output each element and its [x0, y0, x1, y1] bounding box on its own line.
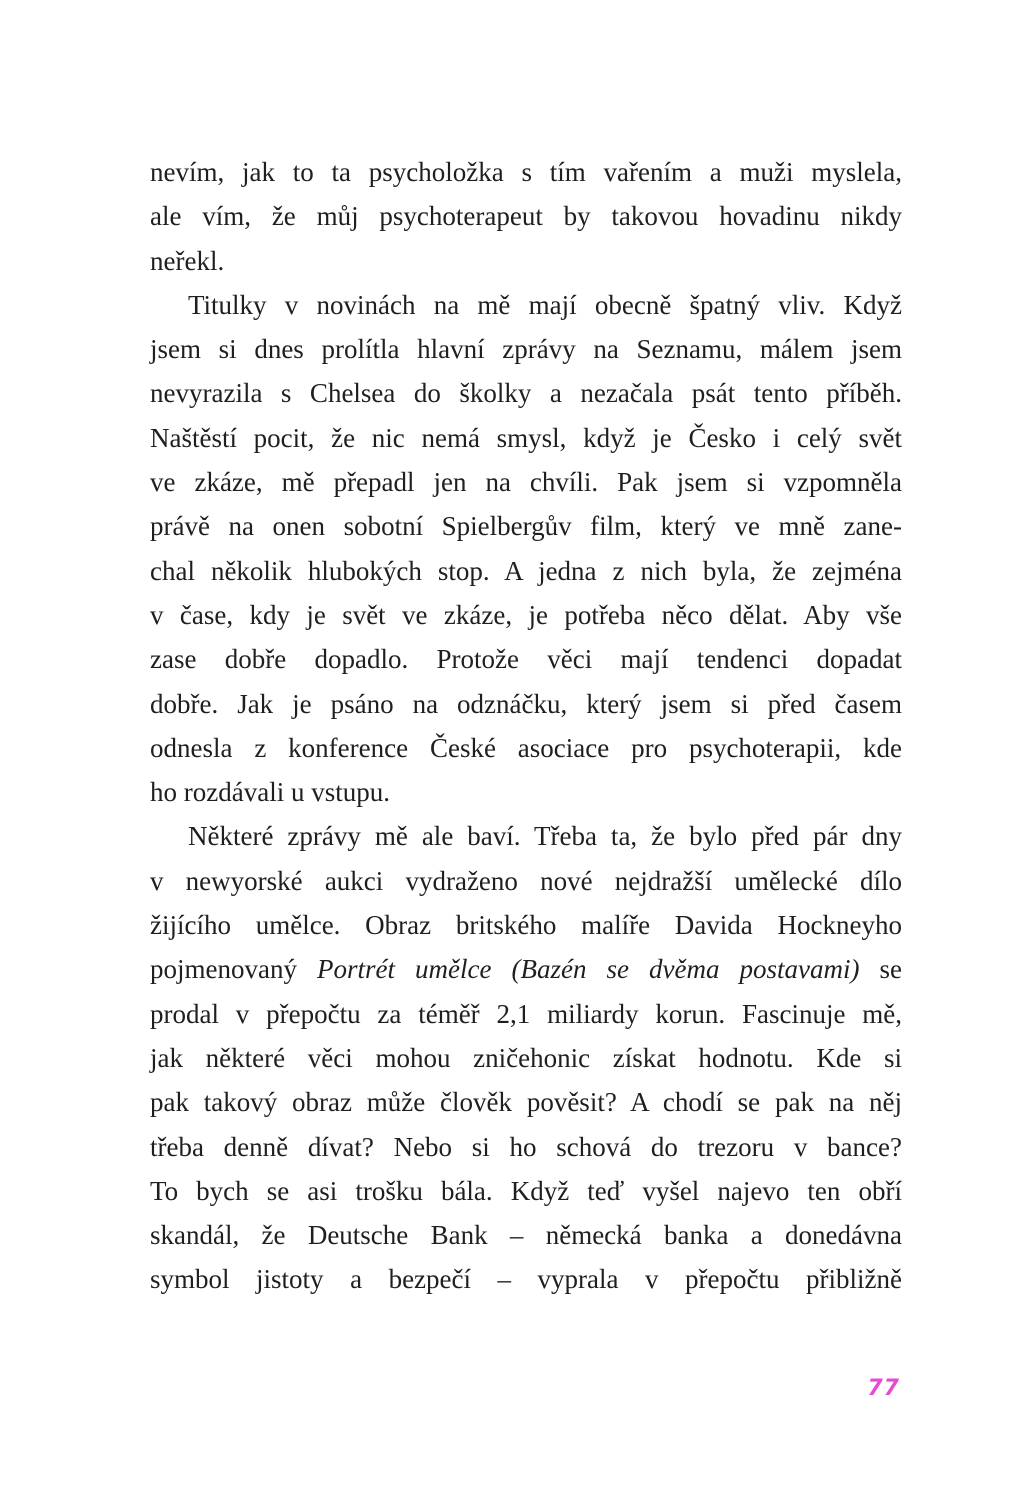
- text-line: neřekl.: [150, 245, 225, 276]
- text-line: ve zkáze, mě přepadl jen na chvíli. Pak jsem si vzpomněla: [150, 467, 902, 498]
- text-line: žijícího umělce. Obraz britského malíře Davida Hockneyho: [150, 910, 902, 941]
- text-line: pak takový obraz může člověk pověsit? A chodí se pak na něj: [150, 1087, 902, 1118]
- text-line: skandál, že Deutsche Bank – německá banka a donedávna: [150, 1220, 902, 1251]
- text-line: Naštěstí pocit, že nic nemá smysl, když je Česko i celý svět: [150, 422, 902, 453]
- text-segment: se: [859, 954, 902, 985]
- text-line: dobře. Jak je psáno na odznáčku, který jsem si před časem: [150, 688, 902, 719]
- text-line: ale vím, že můj psychoterapeut by takovou hovadinu nikdy: [150, 201, 902, 232]
- text-line: v čase, kdy je svět ve zkáze, je potřeba něco dělat. Aby vše: [150, 599, 902, 630]
- text-segment: pojmenovaný: [150, 954, 317, 985]
- text-line-with-title: [150, 947, 902, 991]
- text-line: jak některé věci mohou zničehonic získat hodnotu. Kde si: [150, 1042, 902, 1073]
- text-line: v newyorské aukci vydraženo nové nejdražší umělecké dílo: [150, 865, 902, 896]
- text-line: To bych se asi trošku bála. Když teď vyšel najevo ten obří: [150, 1175, 902, 1206]
- body-text: [150, 150, 902, 1302]
- text-line: odnesla z konference České asociace pro psychoterapii, kde: [150, 732, 902, 763]
- text-line: jsem si dnes prolítla hlavní zprávy na Seznamu, málem jsem: [150, 334, 902, 365]
- text-line: chal několik hlubokých stop. A jedna z nich byla, že zejména: [150, 555, 902, 586]
- text-line: právě na onen sobotní Spielbergův film, který ve mně zane-: [150, 511, 902, 542]
- paragraph-first-line: Některé zprávy mě ale baví. Třeba ta, že bylo před pár dny: [188, 821, 902, 852]
- text-line: nevyrazila s Chelsea do školky a nezačala psát tento příběh.: [150, 378, 902, 409]
- artwork-title: Portrét umělce (Bazén se dvěma postavami): [317, 954, 860, 985]
- text-line: symbol jistoty a bezpečí – vyprala v přepočtu přibližně: [150, 1264, 902, 1295]
- page-number: 77: [867, 1376, 900, 1401]
- paragraph-first-line: Titulky v novinách na mě mají obecně špatný vliv. Když: [188, 289, 902, 320]
- text-line: prodal v přepočtu za téměř 2,1 miliardy korun. Fascinuje mě,: [150, 998, 902, 1029]
- text-line: ho rozdávali u vstupu.: [150, 777, 390, 808]
- text-line: třeba denně dívat? Nebo si ho schová do trezoru v bance?: [150, 1131, 902, 1162]
- text-line: nevím, jak to ta psycholožka s tím vařením a muži myslela,: [150, 157, 902, 187]
- text-line: zase dobře dopadlo. Protože věci mají tendenci dopadat: [150, 644, 902, 675]
